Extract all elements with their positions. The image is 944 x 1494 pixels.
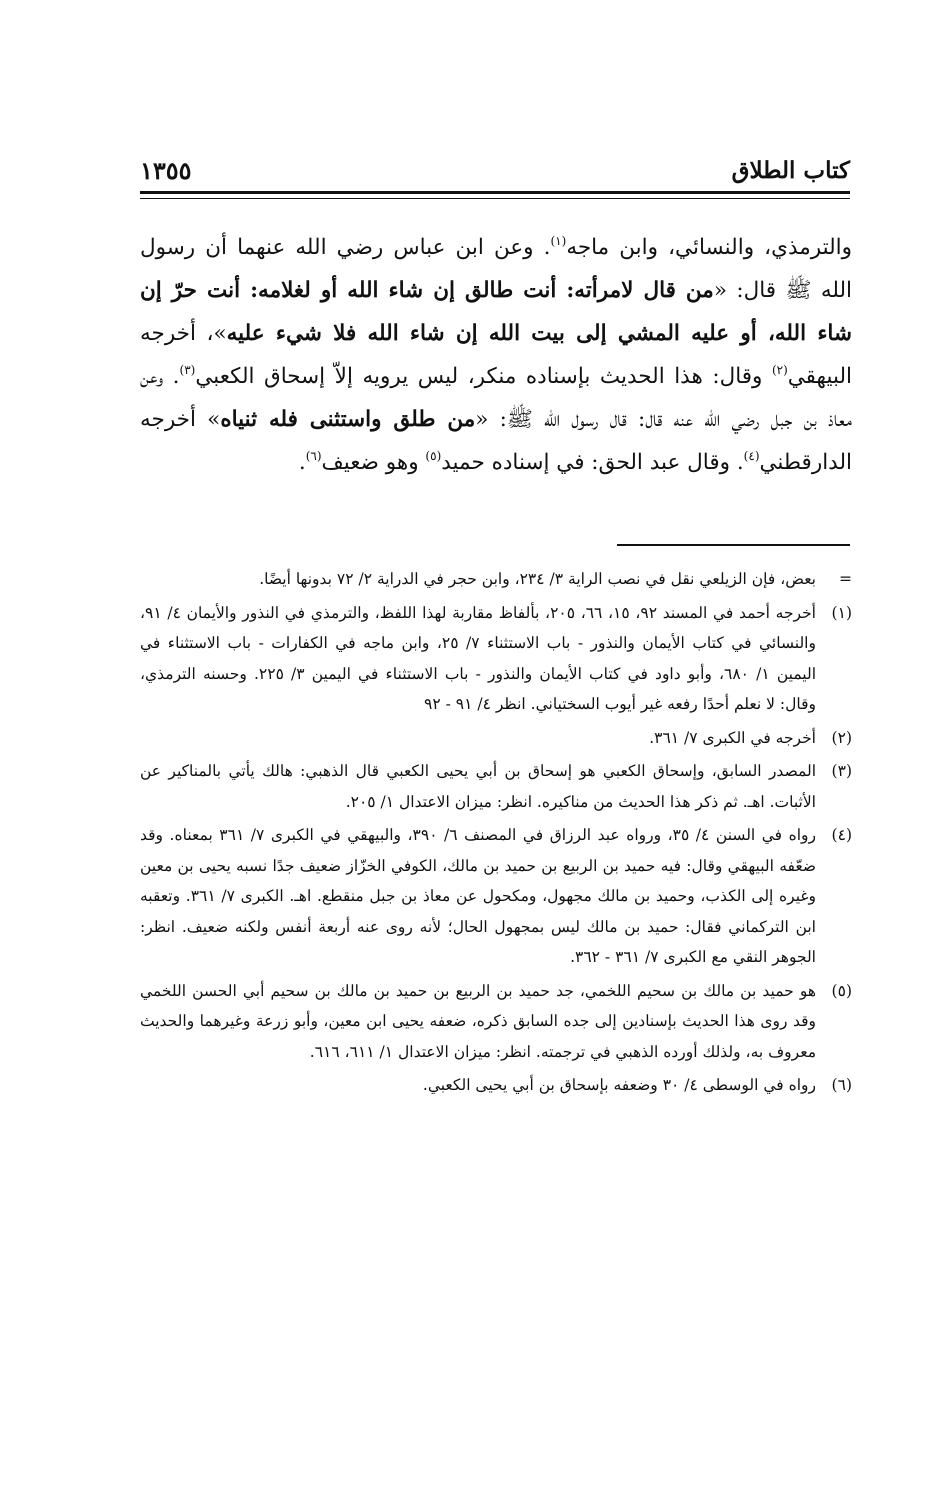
footnote-text: هو حميد بن مالك بن سحيم اللخمي، جد حميد بن الربيع بن حميد بن مالك بن سحيم أبي الحسن اللخمي وقد روى هذا الحديث بإسنادين إلى جده السابق ذكره، ضعفه يحيى ابن معين، وأبو زرعة وغيرهما والحديث معروف به، ولذلك أورده الذهبي في ترجمته. انظر: ميزان الاعتدال ١/ ٦١١، ٦١٦. — [140, 981, 816, 1061]
footnote-mark: (٤) — [831, 826, 852, 844]
footnote-mark: (٢) — [831, 728, 852, 747]
text-segment: والترمذي، والنسائي، وابن ماجه — [566, 235, 852, 260]
text-segment: وهو ضعيف — [321, 450, 426, 475]
footnote-mark: (٣) — [831, 762, 852, 780]
running-header — [140, 150, 850, 190]
footnote-mark: (١) — [831, 603, 852, 622]
header-rule-thick — [140, 191, 850, 194]
footnote-2 — [140, 723, 852, 754]
footnote-4 — [140, 820, 852, 973]
footnote-1 — [140, 598, 852, 720]
footnote-text: أخرجه أحمد في المسند ٩٢، ١٥، ٦٦، ٢٠٥، بألفاظ مقاربة لهذا اللفظ، والترمذي في النذور والأيمان ٤/ ٩١، والنسائي في كتاب الأيمان والنذور - باب الاستثناء ٧/ ٢٥، وابن ماجه في الكفارات - باب الاستثناء في اليمين ١/ ٦٨٠، وأبو داود في كتاب الأيمان والنذور - باب الاستثناء في اليمين ٣/ ٢٢٥. وحسنه الترمذي، وقال: لا نعلم أحدًا رفعه غير أيوب السختياني. انظر ٤/ ٩١ - ٩٢ — [140, 603, 817, 713]
text-segment: »، أخرجه البيهقي — [140, 321, 852, 389]
footnote-6 — [140, 1070, 852, 1101]
footnote-text: بعض، فإن الزيلعي نقل في نصب الراية ٣/ ٢٣٤، وابن حجر في الدراية ٢/ ٧٢ بدونها أيضًا. — [259, 570, 816, 588]
footnote-continuation — [140, 564, 852, 595]
text-segment: . وقال عبد الحق: في إسناده حميد — [441, 450, 744, 475]
footnote-ref: (٢) — [771, 363, 788, 377]
footnote-separator — [617, 544, 850, 546]
text-segment: » أخرجه الدارقطني — [140, 407, 852, 475]
page-number: ١٣٥٥ — [140, 155, 192, 185]
footnote-text: رواه في السنن ٤/ ٣٥، ورواه عبد الرزاق في المصنف ٦/ ٣٩٠، والبيهقي في الكبرى ٧/ ٣٦١ بمعناه. وقد ضعّفه البيهقي وقال: فيه حميد بن الربيع بن حميد بن مالك، الكوفي الخزّاز ضعيف جدًا نسبه يحيى بن معين وغيره إلى الكذب، وحميد بن مالك مجهول، ومكحول عن معاذ بن جبل منقطع. اهـ. الكبرى ٧/ ٣٦١. وتعقبه ابن التركماني فقال: حميد بن مالك ليس بمجهول الحال؛ لأنه روى عنه أربعة أنفس ولكنه ضعيف. انظر: الجوهر النقي مع الكبرى ٧/ ٣٦١ - ٣٦٢. — [140, 826, 817, 966]
footnote-text: رواه في الوسطى ٤/ ٣٠ وضعفه بإسحاق بن أبي يحيى الكعبي. — [422, 1076, 816, 1094]
footnote-ref: (١) — [550, 234, 567, 248]
footnote-ref: (٥) — [425, 449, 442, 463]
header-rule-thin — [140, 198, 850, 199]
footnote-ref: (٤) — [743, 449, 760, 463]
hadith-quote: من طلق واستثنى فله ثنياه — [220, 407, 476, 432]
text-segment: وقال: هذا الحديث بإسناده منكر، ليس يرويه إلاّ إسحاق الكعبي — [195, 364, 772, 389]
footnotes — [140, 564, 852, 1104]
footnote-mark: (٦) — [831, 1076, 852, 1094]
text-segment: . وعن ابن عباس رضي الله عنهما أن رسول الله ﷺ قال: « — [140, 235, 852, 303]
main-text — [140, 226, 852, 484]
text-segment: . — [298, 450, 306, 475]
footnote-ref: (٦) — [305, 449, 322, 463]
footnote-3 — [140, 756, 852, 817]
text-segment: . وعن معاذ بن جبل رضي الله عنه قال: قال رسول الله ﷺ: « — [140, 364, 852, 432]
footnote-mark: (٥) — [831, 981, 852, 1000]
footnote-5 — [140, 976, 852, 1068]
footnote-mark: = — [839, 570, 852, 588]
footnote-ref: (٣) — [179, 363, 196, 377]
chapter-title: كتاب الطلاق — [731, 156, 850, 184]
footnote-text: أخرجه في الكبرى ٧/ ٣٦١. — [649, 728, 816, 747]
footnote-text: المصدر السابق، وإسحاق الكعبي هو إسحاق بن أبي يحيى الكعبي قال الذهبي: هالك يأتي بالمناكير عن الأثبات. اهـ. ثم ذكر هذا الحديث من مناكيره. انظر: ميزان الاعتدال ١/ ٢٠٥. — [140, 762, 816, 811]
hadith-quote: من قال لامرأته: أنت طالق إن شاء الله أو لغلامه: أنت حرّ إن شاء الله، أو عليه المشي إلى بيت الله إن شاء الله فلا شيء عليه — [140, 278, 852, 346]
